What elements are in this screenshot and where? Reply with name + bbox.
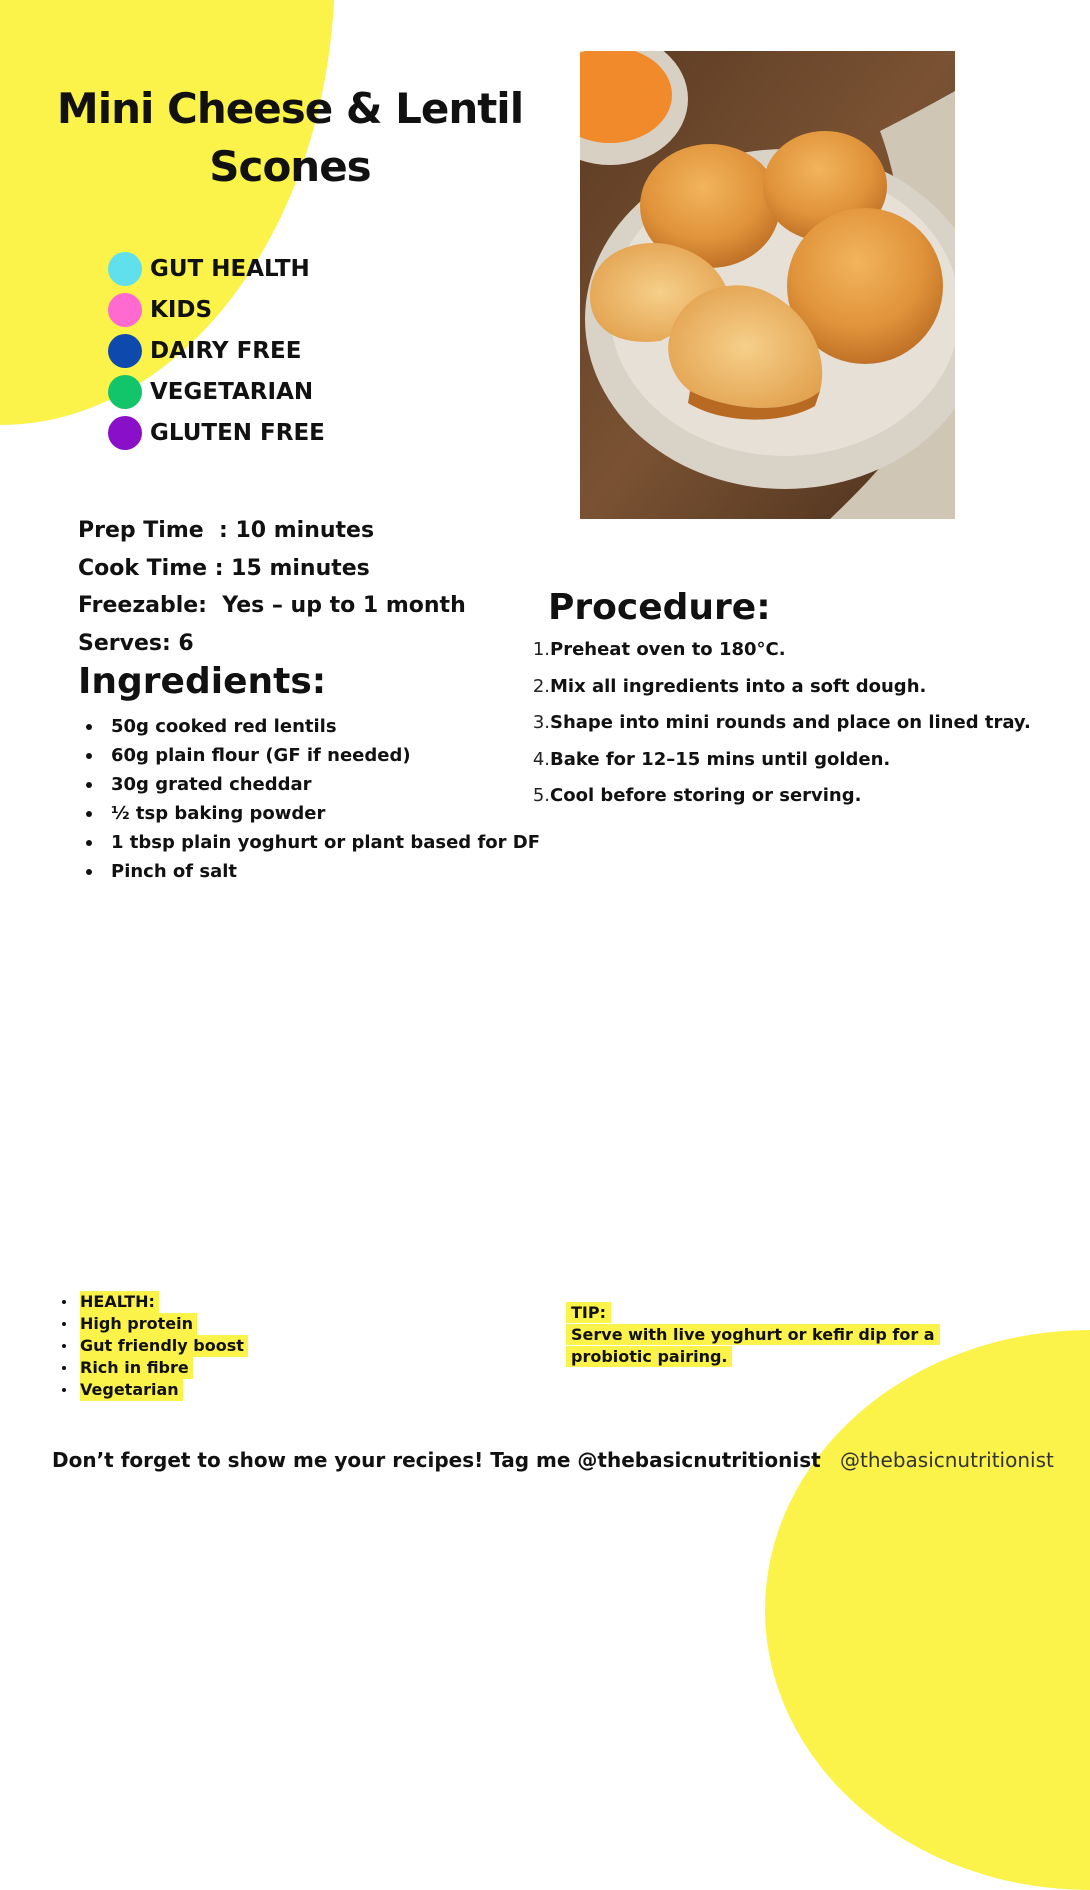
list-item bbox=[62, 1291, 248, 1313]
freezable: Freezable: Yes – up to 1 month bbox=[78, 593, 466, 618]
serves: Serves: 6 bbox=[78, 630, 194, 656]
step-text: Cool before storing or serving. bbox=[550, 785, 862, 807]
ingredients-heading: Ingredients: bbox=[78, 661, 327, 702]
tag-vegetarian bbox=[108, 371, 325, 412]
bullet-icon bbox=[62, 1300, 66, 1304]
tag-label: GLUTEN FREE bbox=[150, 419, 325, 446]
procedure-list bbox=[528, 632, 1031, 815]
footer-cta: Don’t forget to show me your recipes! Tag me @thebasicnutritionist bbox=[52, 1448, 821, 1472]
dairy-free-dot-icon bbox=[108, 334, 142, 368]
list-item bbox=[62, 1357, 248, 1379]
procedure-step bbox=[528, 742, 1031, 779]
health-item: Gut friendly boost bbox=[80, 1335, 248, 1357]
ingredient-text: 50g cooked red lentils bbox=[111, 716, 337, 737]
list-item bbox=[86, 712, 540, 741]
bullet-icon bbox=[62, 1322, 66, 1326]
step-text: Shape into mini rounds and place on lined tray. bbox=[550, 712, 1031, 734]
scones-illustration bbox=[580, 51, 955, 519]
health-item: Rich in fibre bbox=[80, 1357, 193, 1379]
health-item: High protein bbox=[80, 1313, 197, 1335]
step-number: 3. bbox=[532, 712, 550, 734]
tip-box bbox=[566, 1302, 1006, 1368]
list-item bbox=[86, 857, 540, 886]
list-item bbox=[86, 799, 540, 828]
cook-time: Cook Time : 15 minutes bbox=[78, 555, 370, 581]
tag-gut-health bbox=[108, 248, 325, 289]
procedure-step bbox=[528, 705, 1031, 742]
bullet-icon bbox=[62, 1366, 66, 1370]
step-text: Bake for 12–15 mins until golden. bbox=[550, 748, 891, 770]
bullet-icon bbox=[86, 753, 92, 759]
step-text: Mix all ingredients into a soft dough. bbox=[550, 675, 927, 697]
step-number: 1. bbox=[532, 639, 550, 660]
yellow-blob-bottom-right bbox=[765, 1330, 1090, 1890]
gut-health-dot-icon bbox=[108, 252, 142, 286]
scones-photo bbox=[580, 51, 955, 519]
diet-tag-list bbox=[108, 248, 325, 453]
bullet-icon bbox=[86, 811, 92, 817]
vegetarian-dot-icon bbox=[108, 375, 142, 409]
prep-time: Prep Time : 10 minutes bbox=[78, 518, 375, 543]
list-item bbox=[86, 770, 540, 799]
step-number: 5. bbox=[532, 785, 550, 807]
ingredient-text: 1 tbsp plain yoghurt or plant based for DF bbox=[111, 832, 541, 853]
procedure-step bbox=[528, 778, 1031, 815]
tag-kids bbox=[108, 289, 325, 330]
tag-label: GUT HEALTH bbox=[150, 255, 310, 282]
procedure-heading: Procedure: bbox=[548, 587, 771, 628]
recipe-meta bbox=[78, 512, 466, 662]
health-item: Vegetarian bbox=[80, 1379, 183, 1401]
gluten-free-dot-icon bbox=[108, 416, 142, 450]
procedure-step bbox=[528, 669, 1031, 706]
tag-gluten-free bbox=[108, 412, 325, 453]
ingredient-text: 60g plain flour (GF if needed) bbox=[111, 745, 411, 766]
bullet-icon bbox=[62, 1388, 66, 1392]
step-text: Preheat oven to 180°C. bbox=[550, 639, 786, 660]
ingredients-list bbox=[86, 712, 540, 886]
ingredient-text: 30g grated cheddar bbox=[111, 774, 312, 795]
kids-dot-icon bbox=[108, 293, 142, 327]
tip-heading: TIP: bbox=[566, 1302, 611, 1323]
bullet-icon bbox=[86, 869, 92, 875]
ingredient-text: Pinch of salt bbox=[111, 861, 238, 882]
tip-text: Serve with live yoghurt or kefir dip for a probiotic pairing. bbox=[566, 1324, 940, 1367]
procedure-step bbox=[528, 632, 1031, 669]
tag-dairy-free bbox=[108, 330, 325, 371]
recipe-title: Mini Cheese & Lentil Scones bbox=[56, 84, 524, 191]
list-item bbox=[86, 828, 540, 857]
bullet-icon bbox=[62, 1344, 66, 1348]
bullet-icon bbox=[86, 782, 92, 788]
list-item bbox=[86, 741, 540, 770]
health-list bbox=[62, 1291, 248, 1401]
bullet-icon bbox=[86, 840, 92, 846]
step-number: 2. bbox=[532, 675, 550, 697]
list-item bbox=[62, 1335, 248, 1357]
tag-label: VEGETARIAN bbox=[150, 378, 314, 405]
bullet-icon bbox=[86, 724, 92, 730]
list-item bbox=[62, 1313, 248, 1335]
step-number: 4. bbox=[532, 748, 550, 770]
social-handle: @thebasicnutritionist bbox=[840, 1448, 1054, 1472]
tag-label: KIDS bbox=[150, 296, 213, 323]
list-item bbox=[62, 1379, 248, 1401]
ingredient-text: ½ tsp baking powder bbox=[111, 803, 326, 824]
tag-label: DAIRY FREE bbox=[150, 337, 302, 364]
health-heading: HEALTH: bbox=[80, 1291, 159, 1313]
